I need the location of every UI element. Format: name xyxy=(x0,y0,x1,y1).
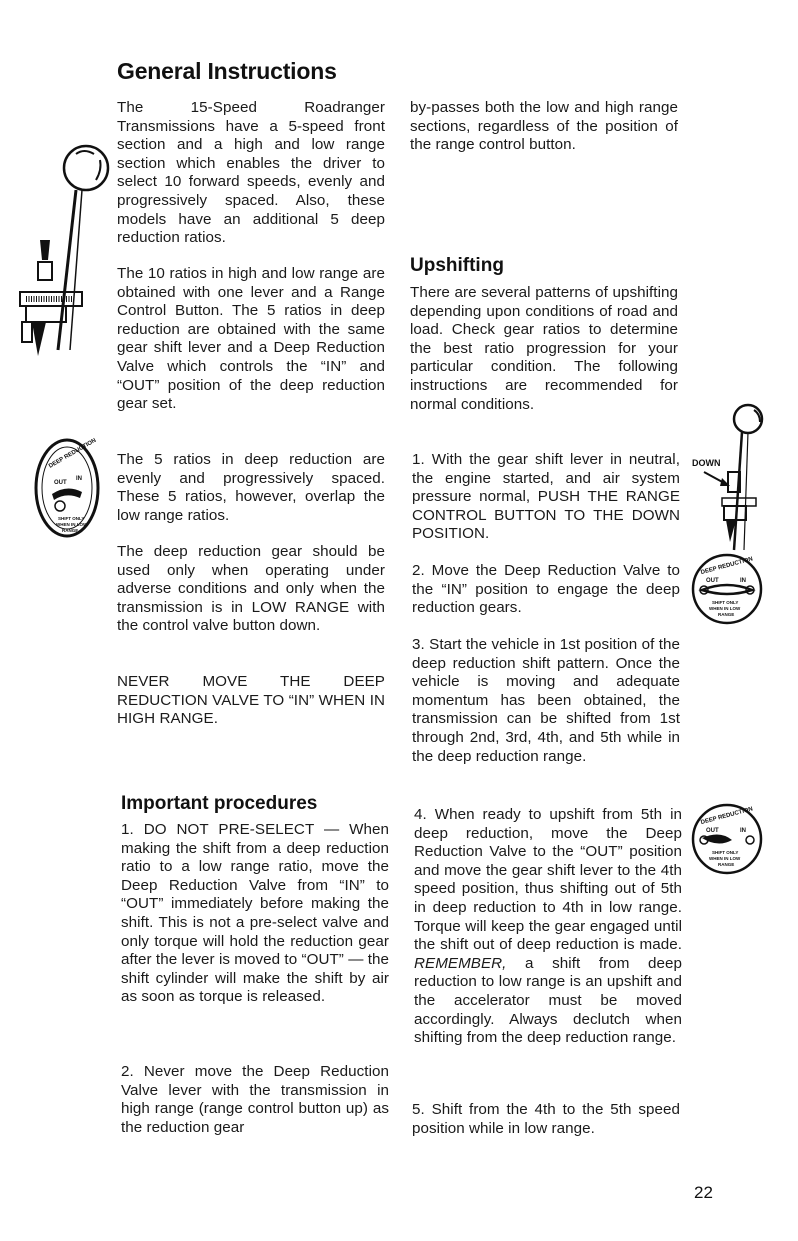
range-button-down-illustration xyxy=(690,402,770,552)
general-instructions-title: General Instructions xyxy=(117,58,337,84)
dial-label-range: RANGE xyxy=(718,862,735,867)
dial-label-in: IN xyxy=(740,578,746,584)
step-number: 5. xyxy=(412,1101,425,1118)
dial-label-out: OUT xyxy=(706,578,719,584)
lever-knob xyxy=(64,146,108,190)
dial-label-shift-only: SHIFT ONLY xyxy=(58,516,85,521)
deep-reduction-valve-dial-left xyxy=(32,436,102,540)
general-paragraph-3: The 5 ratios in deep reduction are evenly and progressively spaced. These 5 ratios, however, overlap the low range ratios. xyxy=(117,451,385,524)
down-label: DOWN xyxy=(692,458,721,468)
step-number: 3. xyxy=(412,636,425,653)
dial-label-deep-reduction: DEEP REDUCTION xyxy=(700,556,754,577)
procedure-item-2 xyxy=(121,1063,389,1137)
step-text: Start the vehicle in 1st position of the deep reduction shift pattern. Once the vehicle is moving and adequate momentum has been obtained, the transmission can be shifted from 1st through 2nd, 3rd, 4th, and 5th while in the deep reduction range. xyxy=(412,636,680,765)
procedure-text: DO NOT PRE-SELECT — When making the shift from a deep reduction ratio to a low range ratio, move the Deep Reduction Valve from “IN” to “OUT” immediately before making the shift. This is not a pre-select valve and only torque will hold the reduction gear after the lever is moved to “OUT” — the shift cylinder will make the shift by air as soon as torque is released. xyxy=(121,821,389,1006)
general-paragraph-1: The 15-Speed Roadranger Transmissions have a 5-speed front section and a high and low range section which enables the driver to select 10 forward speeds, evenly and progressively spaced. Also, these models have an additional 5 deep reduction ratios. xyxy=(117,99,385,247)
upshifting-title: Upshifting xyxy=(410,255,504,276)
step-number: 1. xyxy=(412,451,425,468)
dial-label-when-in-low: WHEN IN LOW xyxy=(56,522,88,527)
dial-label-shift-only: SHIFT ONLY xyxy=(712,600,739,605)
procedure-number: 2. xyxy=(121,1063,134,1080)
procedure-text: Never move the Deep Reduction Valve lever with the transmission in high range (range control button up) as the reduction gear xyxy=(121,1063,389,1136)
upshift-step-1 xyxy=(412,451,680,544)
step-text: When ready to upshift from 5th in deep reduction, move the Deep Reduction Valve to the “OUT” position and move the gear shift lever to the 4th speed position, thus shifting out of 5th in deep reduction to 4th in low range. Torque will keep the gear engaged until the shift out of deep reduction is made. xyxy=(414,806,682,954)
dial-label-in: IN xyxy=(740,828,746,834)
general-paragraph-4: The deep reduction gear should be used only when operating under adverse conditions and only when the transmission is in LOW RANGE with the control valve button down. xyxy=(117,543,385,635)
upshift-step-5 xyxy=(412,1101,680,1138)
upshift-step-3 xyxy=(412,636,680,766)
step-emphasis: REMEMBER, xyxy=(414,954,507,972)
general-paragraph-5: NEVER MOVE THE DEEP REDUCTION VALVE TO “IN” WHEN IN HIGH RANGE. xyxy=(117,673,385,728)
step-text: Move the Deep Reduction Valve to the “IN” position to engage the deep reduction gears. xyxy=(412,562,680,617)
general-paragraph-6: by-passes both the low and high range sections, regardless of the position of the range control button. xyxy=(410,99,678,154)
dial-label-deep-reduction: DEEP REDUCTION xyxy=(700,806,754,827)
dial-label-out: OUT xyxy=(706,828,719,834)
dial-label-shift-only: SHIFT ONLY xyxy=(712,850,739,855)
dial-label-when-in-low: WHEN IN LOW xyxy=(709,606,741,611)
step-text: With the gear shift lever in neutral, the engine started, and air system pressure normal, PUSH THE RANGE CONTROL BUTTON TO THE DOWN POSITION. xyxy=(412,451,680,543)
deep-reduction-valve-dial-out xyxy=(690,802,764,876)
dial-label-when-in-low: WHEN IN LOW xyxy=(709,856,741,861)
upshift-step-4 xyxy=(414,806,682,1048)
page-number: 22 xyxy=(694,1183,713,1202)
procedure-item-1 xyxy=(121,821,389,1007)
procedure-number: 1. xyxy=(121,821,134,838)
step-text: Shift from the 4th to the 5th speed position while in low range. xyxy=(412,1101,680,1137)
step-number: 4. xyxy=(414,806,427,823)
dial-label-deep-reduction: DEEP REDUCTION xyxy=(48,437,98,470)
upshift-step-2 xyxy=(412,562,680,618)
important-procedures-title: Important procedures xyxy=(121,793,318,814)
dial-label-range: RANGE xyxy=(718,612,735,617)
deep-reduction-valve-dial-in xyxy=(690,552,764,626)
dial-label-range: RANGE xyxy=(62,528,79,533)
step-number: 2. xyxy=(412,562,425,579)
upshifting-intro: There are several patterns of upshifting depending upon conditions of road and load. Check gear ratios to determine the best ratio progression for your particular condition. The following instructions are recommended for normal conditions. xyxy=(410,284,678,413)
dial-label-out: OUT xyxy=(54,480,67,486)
general-paragraph-2: The 10 ratios in high and low range are obtained with one lever and a Range Control Button. The 5 ratios in deep reduction are obtained with the same gear shift lever and a Deep Reduction Valve which controls the “IN” and “OUT” position of the deep reduction gear set. xyxy=(117,265,385,413)
gear-shift-lever-illustration xyxy=(18,140,110,365)
step-text: a shift from deep reduction to low range is an upshift and the accelerator must be moved accordingly. Always declutch when shifting from the deep reduction range. xyxy=(414,954,682,1047)
dial-label-in: IN xyxy=(76,476,82,482)
